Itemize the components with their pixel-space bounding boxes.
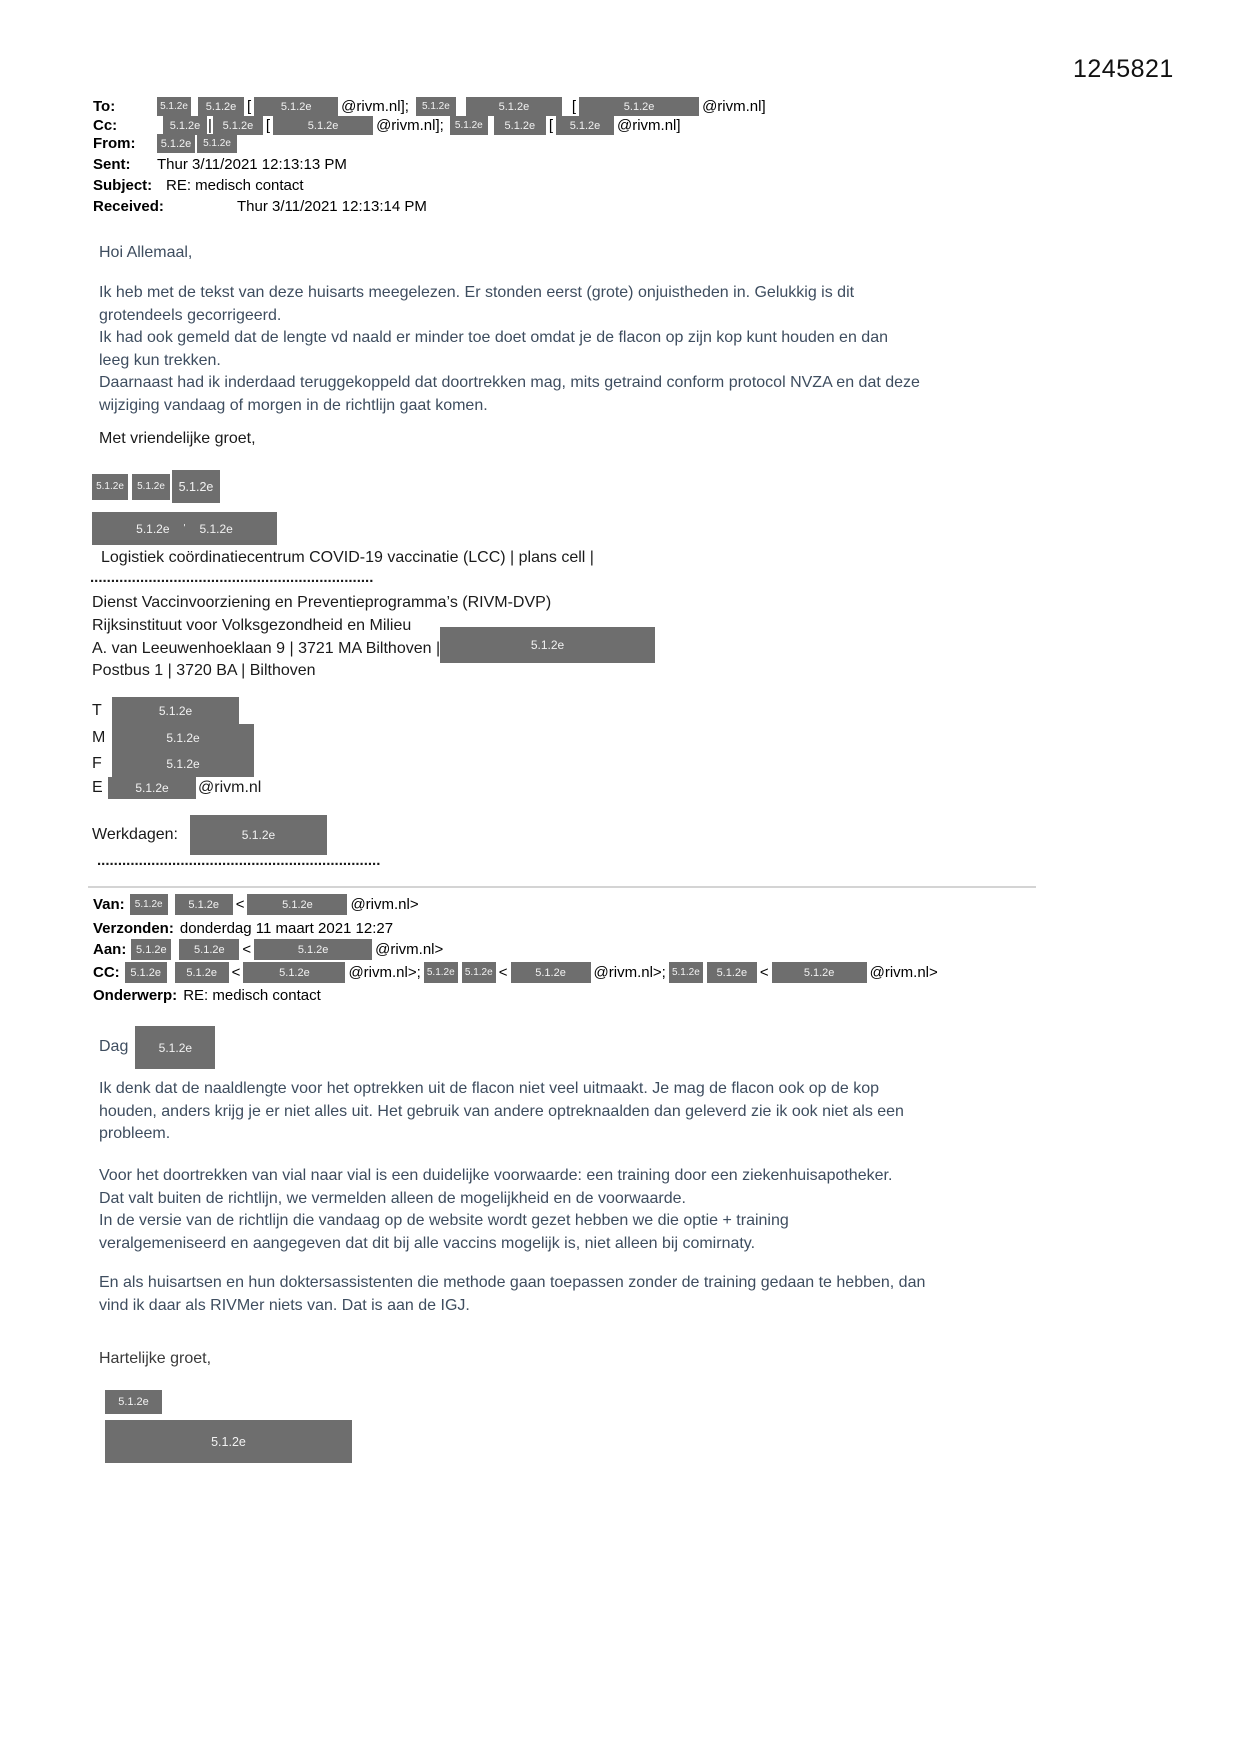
redaction-box: 5.1.2e [132,474,170,500]
subject-label: Subject: [93,176,153,194]
redaction-box: 5.1.2e [213,116,263,135]
redaction-box: 5.1.2e [163,116,207,135]
redaction-box: 5.1.2e [424,962,458,983]
redaction-box: 5.1.2e [131,939,171,960]
signature-address: A. van Leeuwenhoeklaan 9 | 3721 MA Bilthoven | [92,640,441,657]
van-row [93,894,422,915]
redaction-box: 5.1.2e [440,627,655,663]
signature-name-row [92,470,220,503]
closing2-line: Hartelijke groet, [99,1350,212,1367]
mobile-row [92,724,254,751]
open-bracket: [ [571,98,577,115]
aan-label: Aan: [93,941,127,958]
cc2-row [93,962,941,983]
signature-dotted-line: .................................................................... [90,569,374,586]
verzonden-row [93,919,393,937]
angle-bracket: < [242,941,252,958]
email-suffix: @rivm.nl>; [348,964,421,981]
redaction-box-wide: 5.1.2e [105,1420,352,1463]
redaction-box: 5.1.2e [466,97,562,116]
email-suffix: @rivm.nl] [702,98,766,115]
body2-line: In de versie van de richtlijn die vandaag op de website wordt gezet hebben we die optie + training [99,1212,789,1229]
redaction-box: 5.1.2e [172,470,220,503]
body2-paragraph-3 [99,1272,925,1317]
email-suffix: @rivm.nl]; [376,117,444,134]
werkdagen-label: Werkdagen: [92,826,178,843]
redaction-box: 5.1.2e [494,116,546,135]
email-suffix: @rivm.nl]; [341,98,409,115]
redacted-name-part: 5.1.2e [199,521,233,536]
signature-dotted-line: .................................................................... [97,852,381,869]
body1-paragraph [99,282,920,417]
cc-label: Cc: [93,117,118,134]
email-row [92,777,261,799]
body2-line: houden, anders krijg je er niet alles uit. Het gebruik van andere optreknaalden dan geleverd zie ik ook niet als een [99,1102,904,1120]
angle-bracket: < [759,964,769,981]
redacted-name-part: 5.1.2e [136,521,170,536]
verzonden-label: Verzonden: [93,919,174,937]
body1-line: Ik had ook gemeld dat de lengte vd naald er minder toe doet omdat je de flacon op zijn kop kunt houden en dan [99,329,888,346]
onderwerp-value: RE: medisch contact [183,986,321,1004]
body2-line: Ik denk dat de naaldlengte voor het optrekken uit de flacon niet veel uitmaakt. Je mag de flacon ook op de kop [99,1080,880,1097]
email-label: E [92,779,103,796]
cc-row [93,116,684,135]
verzonden-value: donderdag 11 maart 2021 12:27 [179,919,394,937]
redaction-box: 5.1.2e [197,134,237,153]
email-suffix: @rivm.nl>; [593,964,666,981]
received-value: Thur 3/11/2021 12:13:14 PM [237,197,427,215]
aan-row [93,939,446,960]
redaction-box: 5.1.2e [125,962,167,983]
fax-row [92,751,254,777]
body1-line: Daarnaast had ik inderdaad teruggekoppeld dat doortrekken mag, mits getraind conform protocol NVZA en dat deze [99,374,920,391]
redaction-box: 5.1.2e [175,962,229,983]
body1-line: leeg kun trekken. [99,351,221,369]
received-row [93,197,427,215]
redaction-box: 5.1.2e [198,97,244,116]
angle-bracket: < [231,964,241,981]
redaction-box: 5.1.2e [254,97,338,116]
from-row [93,134,237,153]
angle-bracket: < [235,896,245,913]
van-label: Van: [93,896,125,913]
pipe-separator: | [208,117,212,134]
body2-line: vind ik daar als RIVMer niets van. Dat is aan de IGJ. [99,1296,470,1314]
redaction-box: 5.1.2e [92,474,128,500]
redaction-box: 5.1.2e [450,116,488,135]
redaction-box: 5.1.2e [669,962,703,983]
redaction-box: 5.1.2e [772,962,867,983]
body1-line: grotendeels gecorrigeerd. [99,306,282,324]
redaction-box: 5.1.2e [247,894,347,915]
to-label: To: [93,98,116,115]
fax-label: F [92,755,102,772]
redaction-box: 5.1.2e [112,751,254,777]
body2-paragraph-2 [99,1165,892,1255]
redaction-box: 5.1.2e [416,97,456,116]
email-suffix: @rivm.nl> [869,964,938,981]
redaction-box: 5.1.2e [190,815,327,855]
redaction-box: 5.1.2e [112,724,254,751]
sent-value: Thur 3/11/2021 12:13:13 PM [157,155,347,173]
redaction-box: 5.1.2e [175,894,233,915]
body2-line: probleem. [99,1125,171,1142]
body2-line: Voor het doortrekken van vial naar vial is een duidelijke voorwaarde: een training door een ziekenhuisapotheker. [99,1167,893,1184]
redaction-box: 5.1.2e [157,97,191,116]
angle-bracket: < [498,964,508,981]
onderwerp-label: Onderwerp: [93,986,178,1004]
redaction-box: 5.1.2e [462,962,496,983]
open-bracket: [ [265,117,271,134]
sent-label: Sent: [93,155,131,173]
mobile-label: M [92,728,106,746]
redaction-box: 5.1.2e [105,1390,162,1414]
redaction-box: 5.1.2e [511,962,591,983]
cc2-label: CC: [93,964,120,981]
signature-department: Dienst Vaccinvoorziening en Preventieprogramma’s (RIVM-DVP) [92,594,552,611]
signature-institute: Rijksinstituut voor Volksgezondheid en Milieu [92,617,412,634]
open-bracket: [ [548,117,553,134]
body1-line: Ik heb met de tekst van deze huisarts meegelezen. Er stonden eerst (grote) onjuistheden in. Gelukkig is dit [99,284,855,301]
email-domain: @rivm.nl [198,779,262,796]
redaction-box: 5.1.2e [112,697,239,724]
subject-row [93,176,304,194]
document-number: 1245821 [1073,55,1174,83]
redaction-box-wide [92,512,277,545]
to-row [93,97,769,116]
open-bracket: [ [247,98,252,115]
redaction-box: 5.1.2e [157,134,195,153]
phone-label: T [92,701,102,719]
redaction-box: 5.1.2e [130,894,168,915]
redaction-box: 5.1.2e [254,939,372,960]
greeting2-row [99,1026,215,1069]
body2-line: Dat valt buiten de richtlijn, we vermelden alleen de mogelijkheid en de voorwaarde. [99,1189,686,1207]
body2-paragraph-1 [99,1078,904,1146]
email-suffix: @rivm.nl> [375,941,444,958]
redaction-box: 5.1.2e [273,116,373,135]
redaction-box: 5.1.2e [556,116,614,135]
body1-line: wijziging vandaag of morgen in de richtlijn gaat komen. [99,396,488,414]
email-suffix: @rivm.nl] [616,117,681,134]
signature-postbus: Postbus 1 | 3720 BA | Bilthoven [92,662,316,679]
closing-line: Met vriendelijke groet, [99,430,256,447]
subject-value: RE: medisch contact [166,176,304,194]
redaction-box: 5.1.2e [108,777,196,799]
sent-row [93,155,347,173]
body2-line: veralgemeniseerd en aangegeven dat dit bij alle vaccins mogelijk is, niet alleen bij comirnaty. [99,1234,756,1252]
body2-line: En als huisartsen en hun doktersassistenten die methode gaan toepassen zonder de training gedaan te hebben, dan [99,1274,926,1291]
redaction-box: 5.1.2e [707,962,757,983]
greeting2-text: Dag [99,1038,129,1056]
onderwerp-row [93,986,321,1004]
redaction-box: 5.1.2e [179,939,239,960]
phone-row [92,697,239,724]
signature-org-line: Logistiek coördinatiecentrum COVID-19 vaccinatie (LCC) | plans cell | [101,549,594,566]
redacted-name-separator: ' [183,523,186,534]
email-separator-line [88,886,1036,888]
redaction-box: 5.1.2e [135,1026,215,1069]
werkdagen-row [92,815,327,855]
redaction-box: 5.1.2e [243,962,345,983]
redaction-box: 5.1.2e [579,97,699,116]
received-label: Received: [93,197,164,215]
email-suffix: @rivm.nl> [350,896,419,913]
greeting-line: Hoi Allemaal, [99,244,193,261]
from-label: From: [93,135,136,152]
